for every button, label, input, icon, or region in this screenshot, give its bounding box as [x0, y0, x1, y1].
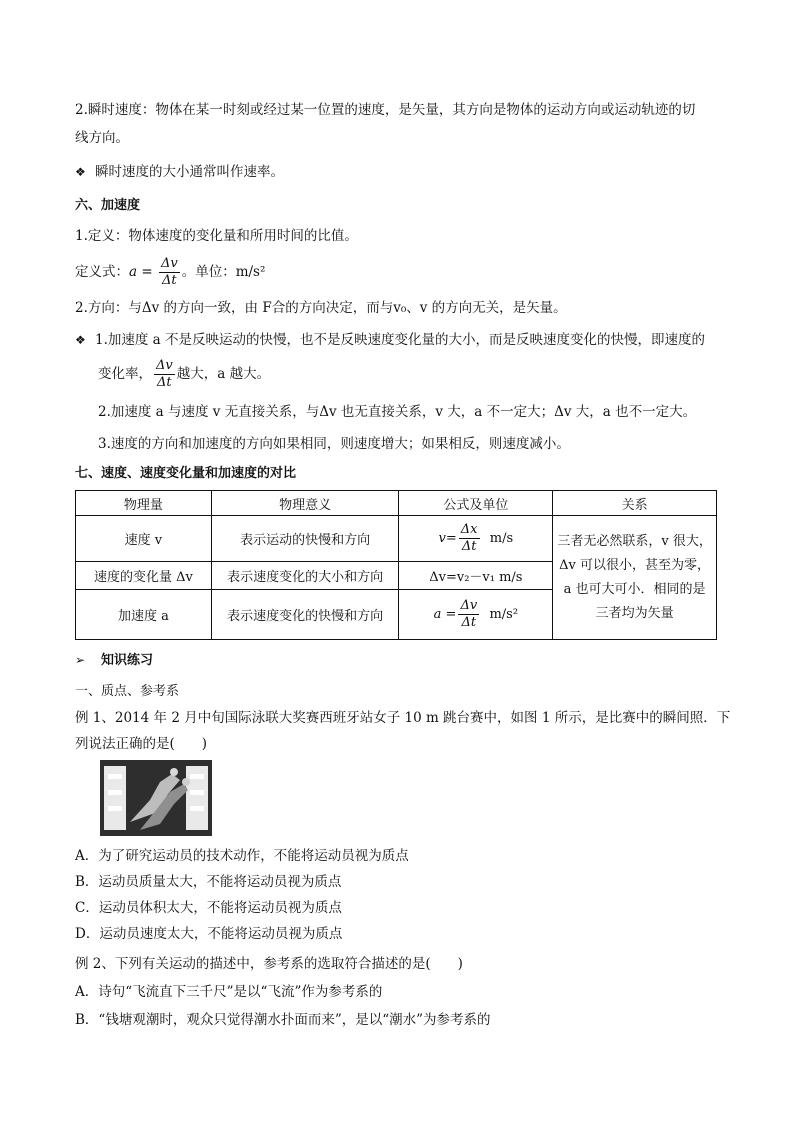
formula-equals: =: [137, 264, 157, 280]
example-1-option-b: B．运动员质量太大，不能将运动员视为质点: [75, 874, 342, 890]
diamond-bullet-icon: ❖: [75, 165, 86, 179]
acceleration-formula: [75, 254, 265, 290]
header-relation: 关系: [553, 491, 717, 516]
acceleration-note-1-text: 1.加速度 a 不是反映运动的快慢，也不是反映速度变化量的大小，而是反映速度变化的快慢，即速度的: [95, 332, 706, 348]
acceleration-fraction: [458, 598, 479, 631]
section-acceleration-heading: 六、加速度: [75, 198, 141, 213]
example-1-question: 例 1、2014 年 2 月中旬国际泳联大奖赛西班牙站女子 10 m 跳台赛中，如图 1 所示，是比赛中的瞬间照．下: [75, 710, 731, 726]
diving-photo: [100, 760, 212, 836]
rate-fraction: [154, 358, 175, 391]
fraction-denominator: Δt: [461, 615, 477, 630]
fraction-denominator: Δt: [157, 375, 172, 390]
acceleration-note-2: 2.加速度 a 与速度 v 无直接关系，与Δv 也无直接关系，v 大，a 不一定大；Δv 大，a 也不一定大。: [98, 404, 697, 420]
speed-note: [75, 162, 284, 182]
header-meaning: 物理意义: [211, 491, 399, 516]
cell-quantity: 速度 v: [76, 516, 212, 562]
acceleration-note-3: 3.速度的方向和加速度的方向如果相同，则速度增大；如果相反，则速度减小。: [98, 436, 570, 452]
example-1-option-d: D．运动员速度太大，不能将运动员视为质点: [75, 926, 343, 942]
diamond-bullet-icon: ❖: [75, 333, 86, 347]
header-formula: 公式及单位: [399, 491, 553, 516]
section-comparison-heading: 七、速度、速度变化量和加速度的对比: [75, 466, 297, 481]
rate-of-change-text: 越大，a 越大。: [176, 366, 271, 382]
acceleration-definition: 1.定义：物体速度的变化量和所用时间的比值。: [75, 228, 358, 244]
practice-heading: [75, 650, 153, 671]
fraction-numerator: Δv: [160, 256, 178, 271]
relation-line: 三者均为矢量: [595, 605, 674, 621]
instant-velocity-definition-cont: 线方向。: [75, 130, 129, 146]
acceleration-unit: m/s²: [489, 607, 519, 622]
cell-meaning: 表示运动的快慢和方向: [211, 516, 399, 562]
example-1-option-a: A．为了研究运动员的技术动作，不能将运动员视为质点: [75, 848, 409, 864]
table-row: [76, 516, 717, 562]
cell-meaning: 表示速度变化的大小和方向: [211, 562, 399, 590]
cell-formula: Δv=v₂－v₁ m/s: [399, 562, 553, 590]
relation-line: 三者无必然联系，v 很大，: [557, 533, 712, 549]
velocity-fraction: [459, 522, 480, 555]
cell-relation: [553, 516, 717, 640]
velocity-formula-lhs: v=: [438, 531, 457, 546]
example-1-option-c: C．运动员体积太大，不能将运动员视为质点: [75, 900, 342, 916]
example-2-option-b: B．“钱塘观潮时，观众只觉得潮水扑面而来”，是以“潮水”为参考系的: [75, 1012, 491, 1028]
practice-heading-text: 知识练习: [101, 653, 154, 668]
cell-quantity: 加速度 a: [76, 590, 212, 640]
fraction-numerator: Δv: [460, 598, 478, 613]
cell-formula: [399, 590, 553, 640]
formula-a: a: [129, 264, 138, 280]
example-2-option-a: A．诗句“飞流直下三千尺”是以“飞流”作为参考系的: [75, 984, 383, 1000]
speed-note-text: 瞬时速度的大小通常叫作速率。: [95, 164, 284, 180]
comparison-table: [75, 490, 717, 640]
rate-of-change-label: 变化率，: [98, 366, 152, 382]
formula-unit: 。单位：m/s²: [181, 264, 266, 280]
cell-formula: [399, 516, 553, 562]
formula-label: 定义式：: [75, 264, 129, 280]
cell-quantity: 速度的变化量 Δv: [76, 562, 212, 590]
relation-line: a 也可大可小．相同的是: [563, 581, 706, 597]
fraction-numerator: Δv: [156, 358, 173, 373]
velocity-unit: m/s: [489, 531, 514, 546]
acceleration-note-1: [75, 330, 705, 350]
table-header-row: [76, 491, 717, 516]
relation-line: Δv 可以很小，甚至为零，: [559, 557, 711, 573]
example-1-question-cont: 列说法正确的是( ): [75, 736, 208, 752]
header-quantity: 物理量: [76, 491, 212, 516]
fraction-numerator: Δx: [460, 522, 478, 537]
fraction-denominator: Δt: [461, 539, 477, 554]
formula-fraction: [159, 256, 180, 289]
arrow-bullet-icon: ➢: [75, 653, 86, 667]
instant-velocity-definition: 2.瞬时速度：物体在某一时刻或经过某一位置的速度，是矢量，其方向是物体的运动方向或运动轨迹的切: [75, 102, 696, 118]
section-particle-reference: 一、质点、参考系: [75, 684, 180, 699]
acceleration-formula-lhs: a =: [433, 607, 457, 622]
example-2-question: 例 2、下列有关运动的描述中，参考系的选取符合描述的是( ): [75, 956, 463, 972]
cell-meaning: 表示速度变化的快慢和方向: [211, 590, 399, 640]
fraction-denominator: Δt: [162, 273, 177, 288]
acceleration-direction: 2.方向：与Δv 的方向一致，由 F合的方向决定，而与v₀、v 的方向无关，是矢量。: [75, 300, 567, 316]
acceleration-note-1-cont: [98, 356, 270, 392]
